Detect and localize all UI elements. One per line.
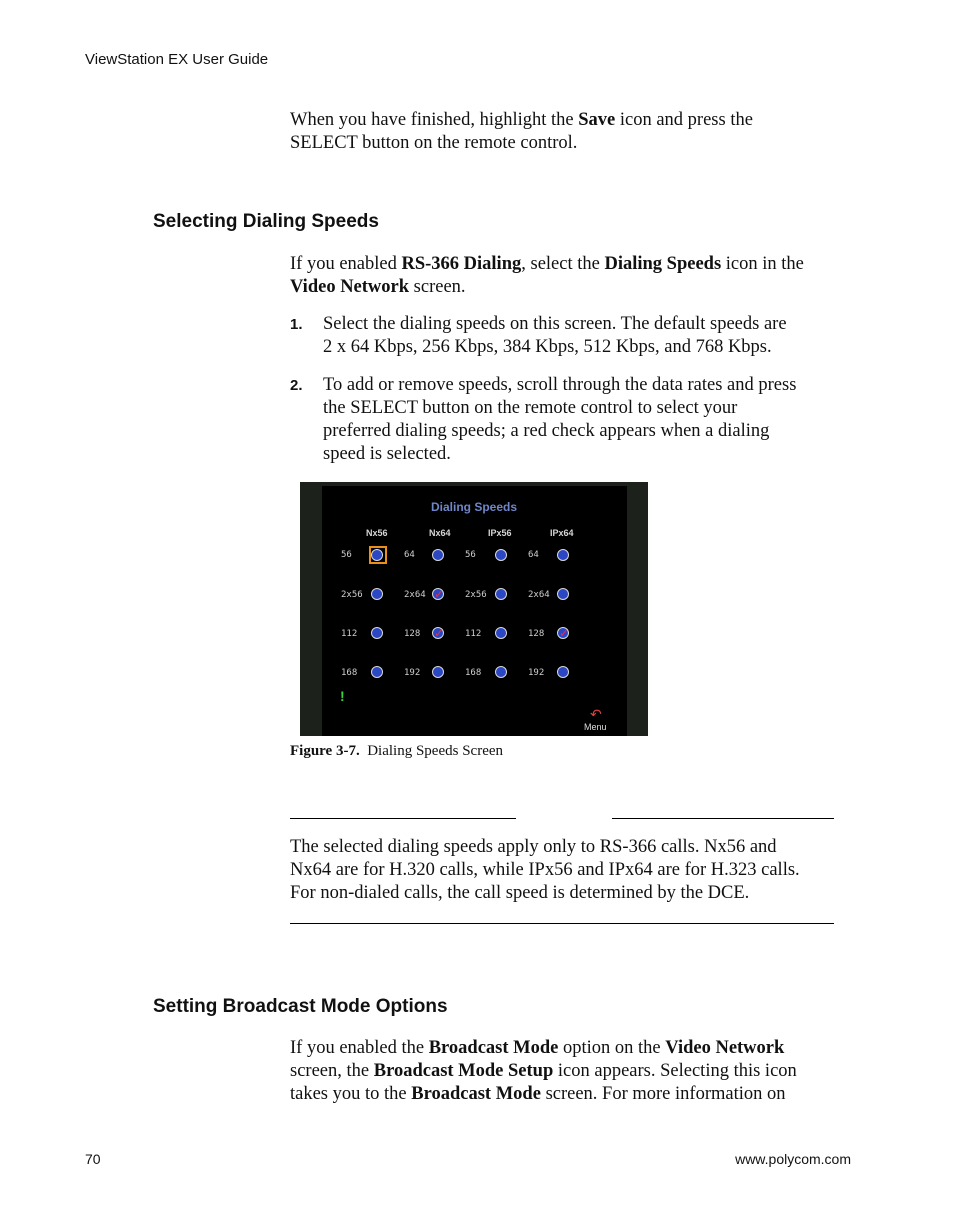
text-line: For non-dialed calls, the call speed is determined by the DCE. bbox=[290, 883, 750, 903]
step-2-text bbox=[323, 374, 863, 466]
dialing-speeds-paragraph bbox=[290, 253, 860, 299]
speed-label: 128 bbox=[528, 629, 545, 639]
bold-term: Video Network bbox=[665, 1038, 785, 1058]
text-line: speed is selected. bbox=[323, 444, 451, 464]
column-header: IPx56 bbox=[488, 528, 512, 538]
note-rule-bottom bbox=[290, 923, 834, 924]
note-rule-right bbox=[612, 818, 834, 819]
footer-url[interactable]: www.polycom.com bbox=[735, 1151, 851, 1167]
text-run: When you have finished, highlight the bbox=[290, 110, 579, 130]
figure-caption-text: Dialing Speeds Screen bbox=[367, 743, 504, 759]
red-check-icon: ✓ bbox=[434, 587, 445, 601]
column-header: IPx64 bbox=[550, 528, 574, 538]
text-line: Nx64 are for H.320 calls, while IPx56 and IPx64 are for H.323 calls. bbox=[290, 860, 800, 880]
speed-label: 128 bbox=[404, 629, 421, 639]
speed-option-dot[interactable] bbox=[557, 549, 569, 561]
screen-panel bbox=[322, 486, 627, 736]
bold-term: RS-366 Dialing bbox=[401, 254, 522, 274]
red-check-icon: ✓ bbox=[434, 626, 445, 640]
speed-label: 168 bbox=[341, 668, 358, 678]
speed-label: 2x64 bbox=[528, 590, 550, 600]
speed-label: 2x64 bbox=[404, 590, 426, 600]
bold-term: Save bbox=[578, 110, 616, 130]
text-run: If you enabled bbox=[290, 254, 402, 274]
text-run: If you enabled the bbox=[290, 1038, 429, 1058]
column-header: Nx64 bbox=[429, 528, 451, 538]
speed-option-dot[interactable] bbox=[371, 627, 383, 639]
bold-term: Broadcast Mode bbox=[428, 1038, 559, 1058]
column-header: Nx56 bbox=[366, 528, 388, 538]
bold-term: Video Network bbox=[290, 277, 410, 297]
running-header: ViewStation EX User Guide bbox=[85, 51, 269, 68]
speed-option-dot[interactable] bbox=[432, 666, 444, 678]
text-line: 2 x 64 Kbps, 256 Kbps, 384 Kbps, 512 Kbps, and 768 Kbps. bbox=[323, 337, 772, 357]
speed-option-dot[interactable] bbox=[495, 549, 507, 561]
speed-option-dot[interactable] bbox=[495, 666, 507, 678]
speed-label: 2x56 bbox=[465, 590, 487, 600]
speed-label: 112 bbox=[341, 629, 358, 639]
text-run: , select the bbox=[521, 254, 605, 274]
broadcast-mode-paragraph bbox=[290, 1037, 860, 1106]
speed-label: 2x56 bbox=[341, 590, 363, 600]
speed-label: 56 bbox=[465, 550, 476, 560]
text-line: Select the dialing speeds on this screen. The default speeds are bbox=[323, 314, 787, 334]
alert-icon: ! bbox=[340, 688, 345, 704]
text-run: takes you to the bbox=[290, 1084, 412, 1104]
speed-option-dot[interactable] bbox=[371, 666, 383, 678]
text-line: SELECT button on the remote control. bbox=[290, 133, 578, 153]
speed-option-dot[interactable] bbox=[495, 627, 507, 639]
speed-label: 64 bbox=[404, 550, 415, 560]
text-run: option on the bbox=[558, 1038, 666, 1058]
speed-label: 192 bbox=[404, 668, 421, 678]
step-number: 1. bbox=[290, 316, 303, 333]
text-run: icon and press the bbox=[615, 110, 753, 130]
speed-option-dot[interactable] bbox=[495, 588, 507, 600]
back-arrow-icon[interactable]: ↶ bbox=[590, 706, 602, 722]
menu-label[interactable]: Menu bbox=[584, 722, 607, 732]
speed-option-dot[interactable] bbox=[557, 588, 569, 600]
speed-label: 112 bbox=[465, 629, 482, 639]
step-1-text bbox=[323, 313, 863, 359]
dialing-speeds-screenshot bbox=[300, 482, 648, 736]
speed-option-dot[interactable] bbox=[371, 588, 383, 600]
text-run: icon in the bbox=[721, 254, 804, 274]
note-text bbox=[290, 836, 850, 905]
figure-label: Figure 3-7. bbox=[290, 743, 360, 759]
page-number: 70 bbox=[85, 1151, 101, 1167]
bold-term: Broadcast Mode bbox=[411, 1084, 541, 1104]
bold-term: Dialing Speeds bbox=[604, 254, 722, 274]
text-line: preferred dialing speeds; a red check appears when a dialing bbox=[323, 421, 770, 441]
bold-term: Broadcast Mode Setup bbox=[373, 1061, 554, 1081]
intro-paragraph bbox=[290, 109, 850, 155]
speed-label: 168 bbox=[465, 668, 482, 678]
speed-option-dot[interactable] bbox=[557, 666, 569, 678]
speed-option-dot[interactable] bbox=[432, 549, 444, 561]
figure-caption bbox=[290, 743, 503, 760]
text-line: the SELECT button on the remote control to select your bbox=[323, 398, 738, 418]
text-run: icon appears. Selecting this icon bbox=[553, 1061, 797, 1081]
text-run: screen. For more information on bbox=[540, 1084, 786, 1104]
section-heading-broadcast-mode: Setting Broadcast Mode Options bbox=[153, 996, 448, 1017]
red-check-icon: ✓ bbox=[559, 626, 570, 640]
speed-label: 192 bbox=[528, 668, 545, 678]
text-line: The selected dialing speeds apply only to RS-366 calls. Nx56 and bbox=[290, 837, 777, 857]
section-heading-dialing-speeds: Selecting Dialing Speeds bbox=[153, 211, 379, 232]
speed-option-dot[interactable] bbox=[371, 549, 383, 561]
speed-label: 56 bbox=[341, 550, 352, 560]
note-rule-left bbox=[290, 818, 516, 819]
speed-label: 64 bbox=[528, 550, 539, 560]
screen-title: Dialing Speeds bbox=[430, 500, 518, 514]
text-run: screen, the bbox=[290, 1061, 374, 1081]
text-run: screen. bbox=[409, 277, 466, 297]
text-line: To add or remove speeds, scroll through the data rates and press bbox=[323, 375, 797, 395]
step-number: 2. bbox=[290, 377, 303, 394]
